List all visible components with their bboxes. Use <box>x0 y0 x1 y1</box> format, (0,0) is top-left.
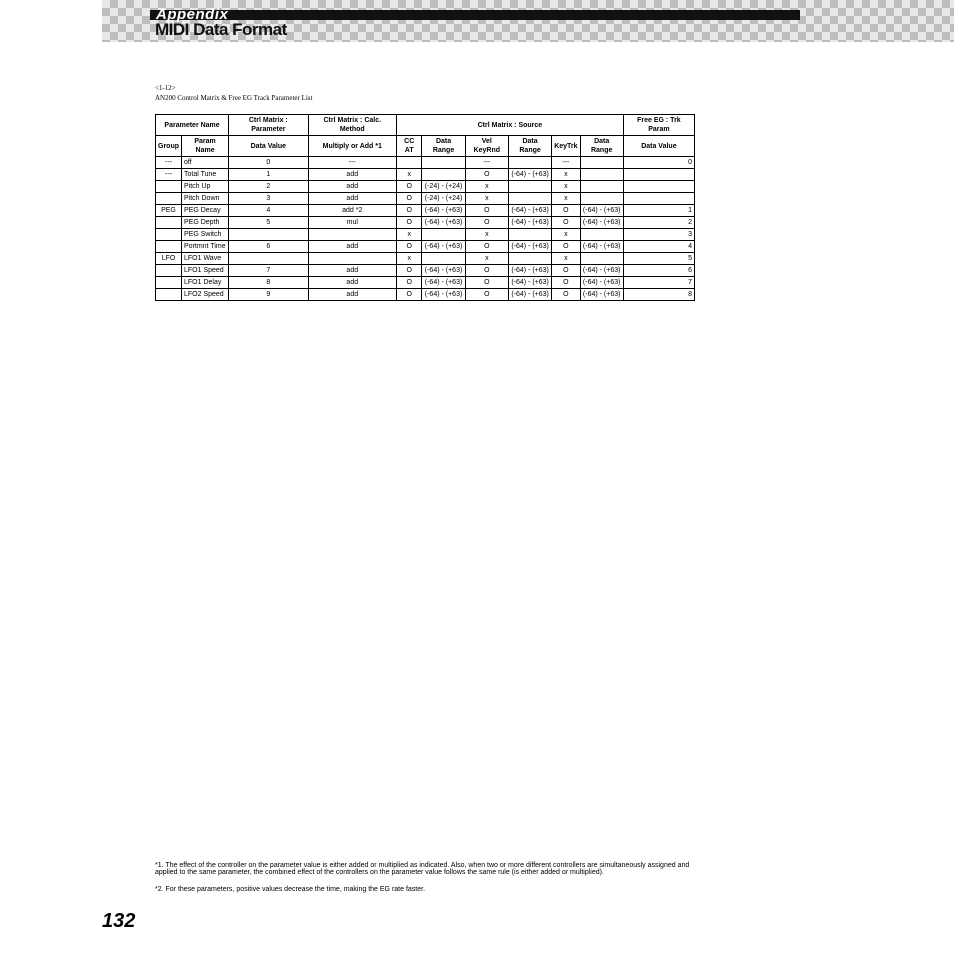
table-cell: O <box>397 265 422 277</box>
table-cell: x <box>397 169 422 181</box>
table-cell: 6 <box>229 241 308 253</box>
table-row <box>156 241 695 253</box>
table-cell: (-64) - (+63) <box>508 289 551 301</box>
table-cell: Portmnt Time <box>182 241 229 253</box>
table-cell: O <box>465 205 508 217</box>
table-cell: --- <box>156 169 182 181</box>
table-cell: x <box>465 229 508 241</box>
footnote-2: *2. For these parameters, positive values decrease the time, making the EG rate faster. <box>155 886 426 893</box>
table-cell <box>508 193 551 205</box>
header-ctrl-calc: Ctrl Matrix : Calc. Method <box>308 115 396 136</box>
table-cell: 4 <box>623 241 694 253</box>
table-cell: (-64) - (+63) <box>508 205 551 217</box>
table-cell: PEG Decay <box>182 205 229 217</box>
table-cell: (-64) - (+63) <box>580 289 623 301</box>
table-cell: x <box>397 229 422 241</box>
table-cell: LFO1 Speed <box>182 265 229 277</box>
header-data-value: Data Value <box>229 136 308 157</box>
header-data-range: Data Range <box>580 136 623 157</box>
table-cell: 3 <box>623 229 694 241</box>
table-cell: LFO2 Speed <box>182 289 229 301</box>
table-cell: LFO1 Delay <box>182 277 229 289</box>
appendix-label: Appendix <box>156 6 229 23</box>
table-cell: mul <box>308 217 396 229</box>
table-cell <box>422 157 465 169</box>
table-cell: (-64) - (+63) <box>508 217 551 229</box>
header-data-value: Data Value <box>623 136 694 157</box>
table-cell <box>422 229 465 241</box>
table-cell <box>508 181 551 193</box>
table-cell: O <box>465 169 508 181</box>
table-cell: x <box>552 229 580 241</box>
table-cell: LFO1 Wave <box>182 253 229 265</box>
table-cell: (-64) - (+63) <box>508 241 551 253</box>
table-cell: add <box>308 181 396 193</box>
table-cell: (-64) - (+63) <box>580 265 623 277</box>
table-cell: O <box>397 277 422 289</box>
table-cell: 6 <box>623 265 694 277</box>
table-cell: Pitch Down <box>182 193 229 205</box>
table-cell: x <box>397 253 422 265</box>
footnote-1: *1. The effect of the controller on the parameter value is either added or multiplied as indicated. Also, when two or more different controllers are simultaneously assigned and applied to the same parameter, the combined effect of the controllers on the parameter value follows the same rule (is either added or multiplied). <box>155 862 690 876</box>
table-cell <box>623 193 694 205</box>
table-cell: (-64) - (+63) <box>508 169 551 181</box>
table-cell: Pitch Up <box>182 181 229 193</box>
table-cell: --- <box>465 157 508 169</box>
table-cell <box>580 181 623 193</box>
table-cell: x <box>465 253 508 265</box>
table-cell: off <box>182 157 229 169</box>
table-cell: x <box>552 193 580 205</box>
header-vel-keyrnd: Vel KeyRnd <box>465 136 508 157</box>
table-cell <box>156 193 182 205</box>
table-cell: 5 <box>229 217 308 229</box>
table-cell: --- <box>156 157 182 169</box>
table-cell <box>229 229 308 241</box>
table-cell <box>308 229 396 241</box>
table-cell <box>156 289 182 301</box>
table-cell: O <box>397 193 422 205</box>
table-cell: add <box>308 277 396 289</box>
table-cell: PEG Switch <box>182 229 229 241</box>
header-free-eg: Free EG : Trk Param <box>623 115 694 136</box>
table-cell <box>156 241 182 253</box>
table-cell: x <box>552 181 580 193</box>
table-cell: 8 <box>229 277 308 289</box>
table-row <box>156 193 695 205</box>
table-cell: --- <box>552 157 580 169</box>
table-cell <box>156 217 182 229</box>
table-cell: x <box>552 169 580 181</box>
table-row <box>156 277 695 289</box>
table-cell <box>508 157 551 169</box>
table-cell: O <box>552 277 580 289</box>
table-cell: (-64) - (+63) <box>422 265 465 277</box>
header-data-range: Data Range <box>422 136 465 157</box>
table-cell: (-64) - (+63) <box>422 277 465 289</box>
table-cell: O <box>552 241 580 253</box>
table-cell: 1 <box>229 169 308 181</box>
table-row <box>156 253 695 265</box>
table-cell: O <box>397 289 422 301</box>
table-cell: O <box>397 181 422 193</box>
table-cell: (-64) - (+63) <box>508 265 551 277</box>
table-reference: <1-12> <box>155 84 176 92</box>
table-cell: 2 <box>229 181 308 193</box>
table-cell: (-64) - (+63) <box>580 241 623 253</box>
table-cell: 3 <box>229 193 308 205</box>
table-cell: (-64) - (+63) <box>580 217 623 229</box>
table-cell: O <box>397 205 422 217</box>
table-cell: PEG <box>156 205 182 217</box>
table-row <box>156 181 695 193</box>
table-cell: Total Tune <box>182 169 229 181</box>
table-cell: --- <box>308 157 396 169</box>
table-row <box>156 289 695 301</box>
table-cell: (-64) - (+63) <box>422 241 465 253</box>
header-multiply: Multiply or Add *1 <box>308 136 396 157</box>
table-cell: O <box>397 241 422 253</box>
table-row <box>156 265 695 277</box>
table-cell: O <box>552 217 580 229</box>
table-row <box>156 205 695 217</box>
table-cell <box>580 193 623 205</box>
table-cell: O <box>397 217 422 229</box>
table-cell <box>580 169 623 181</box>
table-cell: x <box>465 193 508 205</box>
table-cell <box>156 181 182 193</box>
table-cell: add <box>308 169 396 181</box>
table-cell: LFO <box>156 253 182 265</box>
table-cell <box>422 169 465 181</box>
control-matrix-table <box>155 114 695 301</box>
header-ctrl-parameter: Ctrl Matrix : Parameter <box>229 115 308 136</box>
table-cell: 0 <box>229 157 308 169</box>
table-cell <box>156 265 182 277</box>
table-cell <box>580 157 623 169</box>
header-parameter-name: Parameter Name <box>156 115 229 136</box>
table-cell: O <box>552 265 580 277</box>
table-cell <box>422 253 465 265</box>
table-cell: (-64) - (+63) <box>508 277 551 289</box>
table-cell: add <box>308 193 396 205</box>
table-cell: (-64) - (+63) <box>422 217 465 229</box>
appendix-bar <box>150 10 800 20</box>
table-cell: add <box>308 289 396 301</box>
table-row <box>156 169 695 181</box>
table-cell: add <box>308 265 396 277</box>
table-cell <box>156 229 182 241</box>
table-cell <box>508 253 551 265</box>
table-row <box>156 157 695 169</box>
table-cell <box>580 229 623 241</box>
table-cell <box>623 169 694 181</box>
table-cell <box>156 277 182 289</box>
table-cell: 8 <box>623 289 694 301</box>
table-cell: O <box>465 277 508 289</box>
table-cell: O <box>465 241 508 253</box>
table-cell: (-64) - (+63) <box>422 205 465 217</box>
table-cell: 2 <box>623 217 694 229</box>
header-ctrl-source: Ctrl Matrix : Source <box>397 115 624 136</box>
section-title: MIDI Data Format <box>155 20 287 39</box>
table-body <box>156 157 695 301</box>
table-cell: add *2 <box>308 205 396 217</box>
table-cell: O <box>552 205 580 217</box>
table-cell: O <box>465 289 508 301</box>
table-cell: 1 <box>623 205 694 217</box>
table-cell: O <box>465 217 508 229</box>
header-keytrk: KeyTrk <box>552 136 580 157</box>
table-cell: x <box>465 181 508 193</box>
table-row <box>156 217 695 229</box>
table-cell: O <box>465 265 508 277</box>
table-cell: add <box>308 241 396 253</box>
header-param-name: Param Name <box>182 136 229 157</box>
table-cell: (-24) - (+24) <box>422 193 465 205</box>
table-cell <box>580 253 623 265</box>
table-row <box>156 229 695 241</box>
table-cell: (-64) - (+63) <box>580 277 623 289</box>
table-cell <box>508 229 551 241</box>
table-cell: O <box>552 289 580 301</box>
table-cell <box>397 157 422 169</box>
table-cell: 7 <box>229 265 308 277</box>
table-cell <box>308 253 396 265</box>
table-cell: (-64) - (+63) <box>422 289 465 301</box>
header-cc-at: CC AT <box>397 136 422 157</box>
table-cell: 5 <box>623 253 694 265</box>
table-cell: (-64) - (+63) <box>580 205 623 217</box>
table-cell: 7 <box>623 277 694 289</box>
table-cell <box>229 253 308 265</box>
table-cell <box>623 181 694 193</box>
table-cell: (-24) - (+24) <box>422 181 465 193</box>
table-cell: PEG Depth <box>182 217 229 229</box>
table-cell: 9 <box>229 289 308 301</box>
table-cell: x <box>552 253 580 265</box>
header-data-range: Data Range <box>508 136 551 157</box>
table-cell: 4 <box>229 205 308 217</box>
table-cell: 0 <box>623 157 694 169</box>
table-caption: AN200 Control Matrix & Free EG Track Parameter List <box>155 94 313 102</box>
header-group: Group <box>156 136 182 157</box>
page-number: 132 <box>102 910 136 932</box>
